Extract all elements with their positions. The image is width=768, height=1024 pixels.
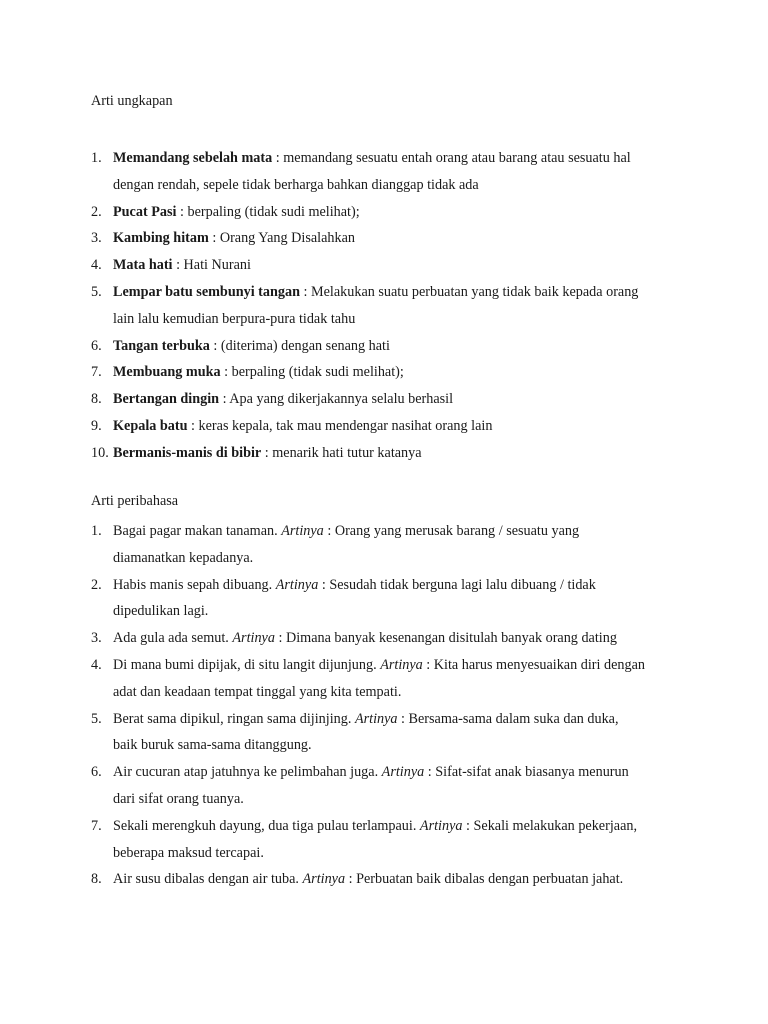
list-item	[91, 518, 691, 572]
list-item	[91, 572, 691, 626]
item-term: Pucat Pasi	[113, 203, 177, 220]
item-meaning-cont: baik buruk sama-sama ditanggung.	[113, 737, 312, 754]
item-term: Membuang muka	[113, 364, 221, 381]
item-number: 2.	[91, 203, 102, 220]
item-number: 8.	[91, 391, 102, 408]
list-item	[91, 813, 691, 867]
item-number: 7.	[91, 817, 102, 834]
item-meaning-cont: dari sifat orang tuanya.	[113, 790, 244, 807]
list-item	[91, 279, 691, 333]
heading-arti-peribahasa: Arti peribahasa	[91, 493, 179, 509]
list-item	[91, 225, 691, 252]
list-item	[91, 145, 691, 199]
item-number: 9.	[91, 417, 102, 434]
item-proverb: Habis manis sepah dibuang.	[113, 576, 276, 593]
item-proverb: Sekali merengkuh dayung, dua tiga pulau terlampaui.	[113, 817, 420, 834]
item-meaning: : berpaling (tidak sudi melihat);	[220, 364, 404, 381]
item-number: 3.	[91, 230, 102, 247]
list-item	[91, 333, 691, 360]
item-proverb: Berat sama dipikul, ringan sama dijinjing.	[113, 710, 355, 727]
list-item	[91, 359, 691, 386]
item-proverb: Air cucuran atap jatuhnya ke pelimbahan juga.	[113, 764, 382, 781]
item-number: 10.	[91, 444, 109, 461]
artinya-label: Artinya	[381, 764, 425, 781]
item-term: Kepala batu	[113, 417, 188, 434]
item-proverb: Air susu dibalas dengan air tuba.	[113, 871, 303, 888]
item-meaning: : Melakukan suatu perbuatan yang tidak baik kepada orang	[299, 283, 639, 300]
item-number: 6.	[91, 337, 102, 354]
item-number: 4.	[91, 257, 102, 274]
list-item	[91, 413, 691, 440]
item-meaning: : memandang sesuatu entah orang atau barang atau sesuatu hal	[272, 150, 631, 166]
item-meaning: : Sifat-sifat anak biasanya menurun	[424, 764, 629, 781]
artinya-label: Artinya	[419, 817, 463, 834]
list-item	[91, 199, 691, 226]
item-meaning: : Orang yang merusak barang / sesuatu yang	[323, 523, 580, 539]
item-term: Lempar batu sembunyi tangan	[113, 283, 300, 300]
item-number: 5.	[91, 710, 102, 727]
item-number: 1.	[91, 150, 102, 166]
item-meaning: : Apa yang dikerjakannya selalu berhasil	[219, 391, 454, 408]
item-meaning: : keras kepala, tak mau mendengar nasihat orang lain	[187, 417, 493, 434]
item-meaning: : berpaling (tidak sudi melihat);	[176, 203, 360, 220]
item-meaning-cont: dipedulikan lagi.	[113, 603, 209, 620]
item-meaning-cont: lain lalu kemudian berpura-pura tidak tahu	[113, 310, 356, 327]
item-proverb: Bagai pagar makan tanaman.	[113, 523, 282, 539]
item-number: 3.	[91, 630, 102, 647]
artinya-label: Artinya	[380, 656, 423, 673]
item-term: Bermanis-manis di bibir	[113, 444, 262, 461]
heading-arti-ungkapan: Arti ungkapan	[91, 93, 173, 109]
item-term: Tangan terbuka	[113, 337, 210, 354]
ungkapan-list	[91, 145, 691, 467]
item-number: 1.	[91, 523, 102, 539]
list-item	[91, 706, 691, 760]
artinya-label: Artinya	[232, 630, 275, 647]
item-meaning: : Bersama-sama dalam suka dan duka,	[397, 710, 619, 727]
item-number: 6.	[91, 764, 102, 781]
item-number: 4.	[91, 656, 102, 673]
artinya-label: Artinya	[275, 576, 319, 593]
list-item	[91, 440, 691, 467]
item-meaning: : Orang Yang Disalahkan	[208, 230, 355, 247]
item-meaning: : menarik hati tutur katanya	[261, 444, 422, 461]
item-meaning-cont: adat dan keadaan tempat tinggal yang kita tempati.	[113, 683, 402, 700]
item-number: 8.	[91, 871, 102, 888]
item-number: 5.	[91, 283, 102, 300]
list-item	[91, 759, 691, 813]
item-term: Kambing hitam	[113, 230, 209, 247]
item-meaning: : Kita harus menyesuaikan diri dengan	[422, 656, 645, 673]
item-meaning: : Perbuatan baik dibalas dengan perbuatan jahat.	[345, 871, 624, 888]
list-item	[91, 866, 691, 893]
list-item	[91, 252, 691, 279]
item-meaning-cont: diamanatkan kepadanya.	[113, 549, 254, 566]
item-meaning: : Sekali melakukan pekerjaan,	[462, 817, 638, 834]
list-item	[91, 625, 691, 652]
item-meaning: : Hati Nurani	[172, 257, 251, 274]
item-number: 7.	[91, 364, 102, 381]
item-meaning: : Dimana banyak kesenangan disitulah banyak orang dating	[274, 630, 617, 647]
item-term: Mata hati	[113, 257, 173, 274]
item-term: Memandang sebelah mata	[113, 150, 273, 166]
item-meaning-cont: dengan rendah, sepele tidak berharga bahkan dianggap tidak ada	[113, 176, 479, 193]
item-term: Bertangan dingin	[113, 391, 220, 408]
list-item	[91, 652, 691, 706]
peribahasa-list	[91, 518, 691, 893]
item-proverb: Di mana bumi dipijak, di situ langit dijunjung.	[113, 656, 381, 673]
artinya-label: Artinya	[302, 871, 346, 888]
artinya-label: Artinya	[281, 523, 324, 539]
item-meaning: : Sesudah tidak berguna lagi lalu dibuang / tidak	[318, 576, 596, 593]
item-meaning: : (diterima) dengan senang hati	[209, 337, 390, 354]
item-proverb: Ada gula ada semut.	[113, 630, 233, 647]
artinya-label: Artinya	[354, 710, 398, 727]
item-meaning-cont: beberapa maksud tercapai.	[113, 844, 264, 861]
item-number: 2.	[91, 576, 102, 593]
list-item	[91, 386, 691, 413]
